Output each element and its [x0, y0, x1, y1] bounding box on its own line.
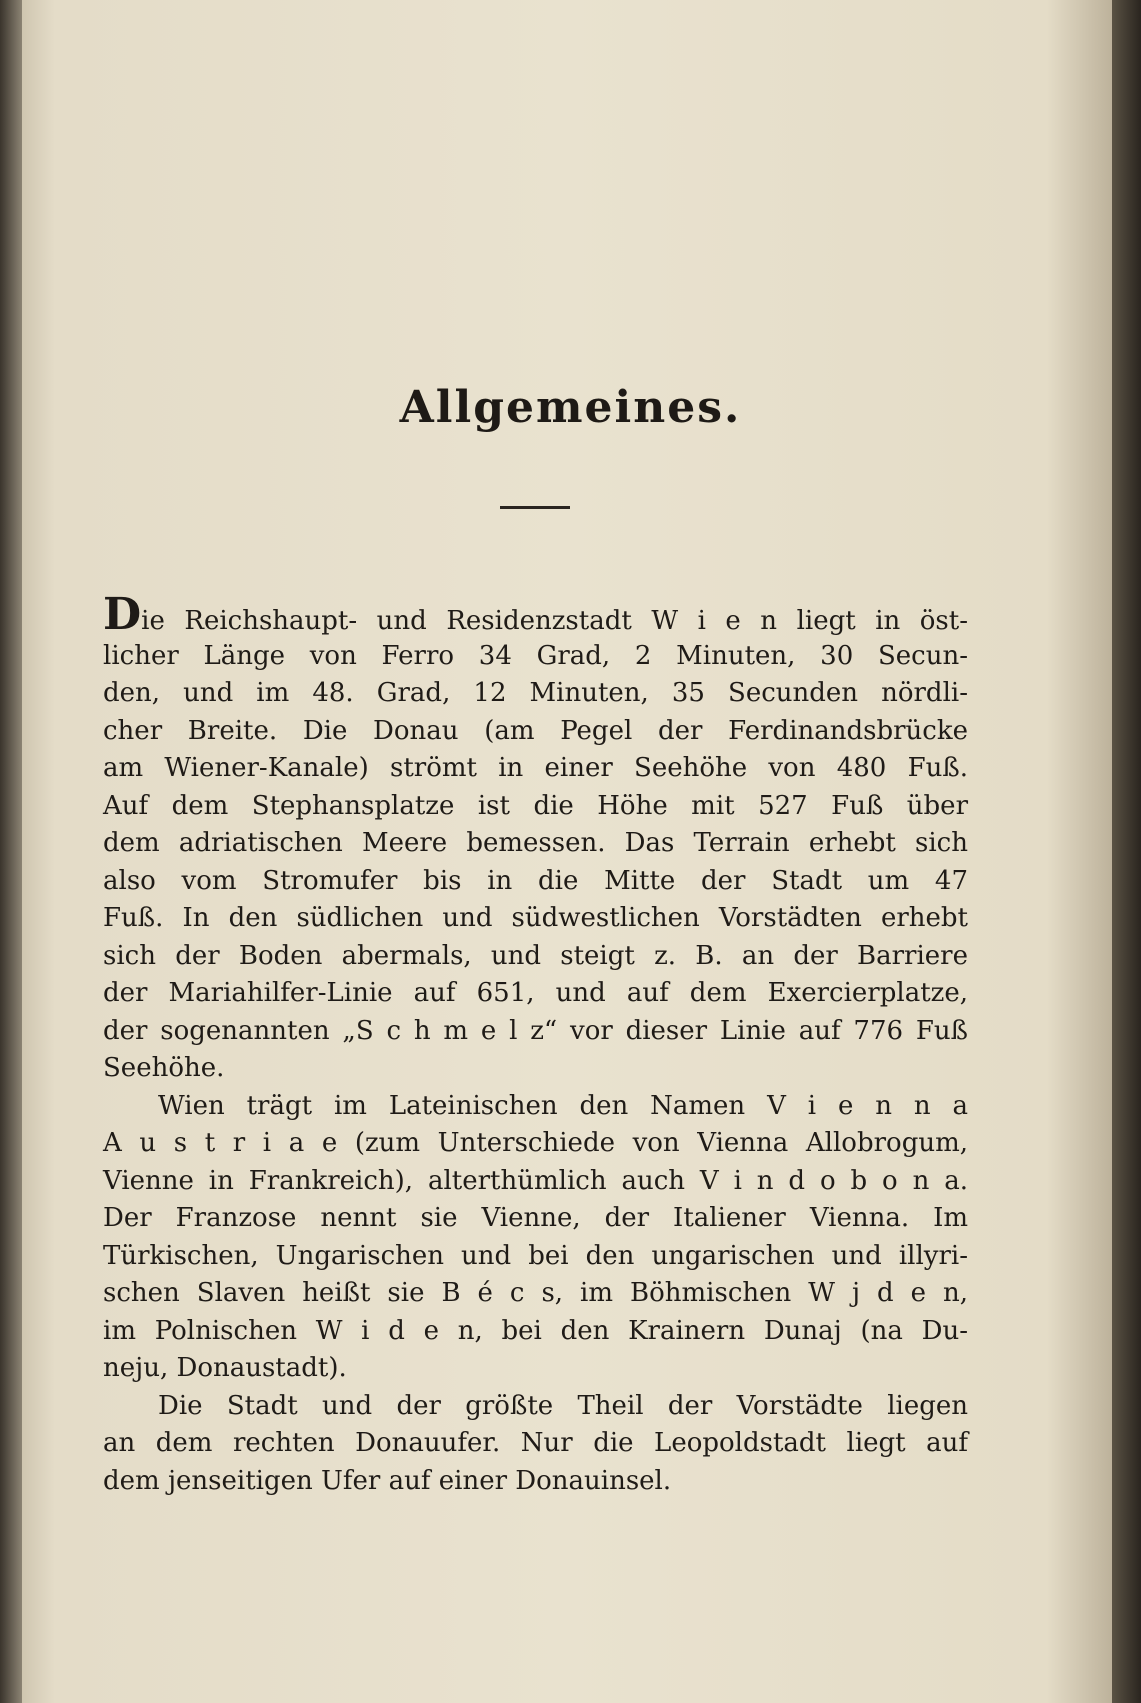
text-line: Die Stadt und der größte Theil der Vorstädte liegen [158, 1390, 968, 1421]
line-text: ie Reichshaupt- und Residenzstadt W i e n liegt in öst- [141, 606, 968, 636]
text-line: Fuß. In den südlichen und südwestlichen Vorstädten erhebt [103, 903, 968, 933]
drop-cap: D [103, 589, 142, 640]
text-line: licher Länge von Ferro 34 Grad, 2 Minuten, 30 Secun- [103, 640, 968, 671]
text-line: am Wiener-Kanale) strömt in einer Seehöhe von 480 Fuß. [103, 753, 968, 783]
text-line: der Mariahilfer-Linie auf 651, und auf dem Exercierplatze, [103, 978, 968, 1008]
text-line: Der Franzose nennt sie Vienne, der Italiener Vienna. Im [103, 1203, 968, 1233]
page-stack-edge [1112, 0, 1141, 1703]
text-line: Wien trägt im Lateinischen den Namen V i e n n a [158, 1090, 968, 1121]
text-line: sich der Boden abermals, und steigt z. B. an der Barriere [103, 940, 968, 971]
text-line: Auf dem Stephansplatze ist die Höhe mit 527 Fuß über [103, 790, 968, 821]
text-line: dem adriatischen Meere bemessen. Das Terrain erhebt sich [103, 828, 968, 858]
text-line: der sogenannten „S c h m e l z“ vor dieser Linie auf 776 Fuß [103, 1015, 968, 1046]
text-line: Türkischen, Ungarischen und bei den ungarischen und illyri- [103, 1240, 968, 1271]
text-line: dem jenseitigen Ufer auf einer Donauinsel. [103, 1465, 672, 1496]
text-line: neju, Donaustadt). [103, 1353, 347, 1383]
body-text [103, 589, 968, 1500]
text-line: Seehöhe. [103, 1053, 225, 1083]
book-binding-edge [0, 0, 22, 1703]
text-line: schen Slaven heißt sie B é c s, im Böhmischen W j d e n, [103, 1278, 968, 1308]
title-rule [500, 506, 570, 509]
text-line: an dem rechten Donauufer. Nur die Leopoldstadt liegt auf [103, 1428, 968, 1458]
text-line: den, und im 48. Grad, 12 Minuten, 35 Secunden nördli- [103, 678, 968, 708]
text-line [103, 589, 968, 640]
text-line: A u s t r i a e (zum Unterschiede von Vienna Allobrogum, [103, 1128, 968, 1158]
text-line: Vienne in Frankreich), alterthümlich auch V i n d o b o n a. [103, 1165, 968, 1196]
text-line: im Polnischen W i d e n, bei den Krainern Dunaj (na Du- [103, 1315, 968, 1346]
chapter-title: Allgemeines. [399, 382, 742, 433]
text-line: also vom Stromufer bis in die Mitte der Stadt um 47 [103, 865, 968, 896]
text-line: cher Breite. Die Donau (am Pegel der Ferdinandsbrücke [103, 715, 968, 746]
